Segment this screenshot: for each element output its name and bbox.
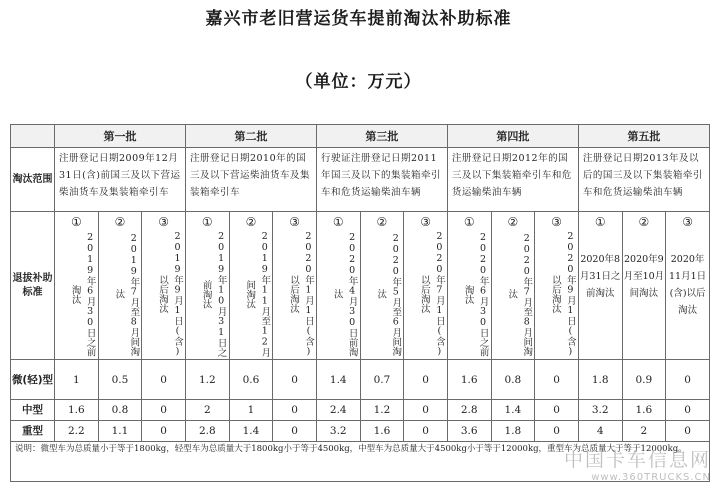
value-cell: 1.6: [55, 400, 99, 421]
medium-row-label: 中型: [11, 400, 55, 421]
period-number: ①: [332, 215, 344, 229]
period-text: 2020年9月1日(含)以后淘汰: [549, 231, 576, 357]
period-number: ③: [682, 215, 693, 229]
value-cell: 1.2: [185, 360, 229, 400]
period-cell: [98, 212, 142, 360]
period-text: 2020年11月1日(含)以后淘汰: [669, 254, 707, 316]
value-cell: 1.1: [98, 421, 142, 442]
period-number: ②: [638, 215, 650, 229]
value-row-mini: [11, 360, 710, 400]
value-cell: 3.2: [316, 421, 360, 442]
scope-batch-2: 注册登记日期2010年的国三及以下营运柴油货车及集装箱牵引车: [185, 148, 316, 212]
period-number: ①: [201, 215, 213, 229]
period-text: 2020年6月30日之前淘汰: [462, 231, 489, 357]
value-cell: 0: [142, 360, 186, 400]
value-cell: 1: [55, 360, 99, 400]
batch-header-4: 第四批: [447, 125, 578, 148]
value-cell: 1: [229, 400, 273, 421]
period-number: ①: [70, 215, 82, 229]
period-cell: [535, 212, 579, 360]
scope-row-label: 淘汰范围: [11, 148, 55, 212]
period-number: ③: [289, 215, 300, 229]
period-cell: [55, 212, 99, 360]
period-cell: [404, 212, 448, 360]
value-cell: 0: [404, 360, 448, 400]
value-cell: 0.8: [98, 400, 142, 421]
value-cell: 2.2: [55, 421, 99, 442]
period-text: 2020年7月至8月间淘汰: [506, 232, 533, 356]
period-cell: [273, 212, 317, 360]
period-number: ②: [376, 215, 388, 229]
period-text: 2019年6月30日之前淘汰: [69, 231, 96, 357]
value-cell: 0.6: [229, 360, 273, 400]
value-cell: 0: [666, 421, 710, 442]
period-cell: [447, 212, 491, 360]
period-text: 2020年9月至10月间淘汰: [623, 254, 665, 299]
period-cell: [229, 212, 273, 360]
scope-batch-1: 注册登记日期2009年12月31日(含)前国三及以下营运柴油货车及集装箱牵引车: [55, 148, 186, 212]
value-cell: 0: [273, 400, 317, 421]
watermark-cn: 中国卡车信息网: [563, 449, 711, 471]
scope-row: [11, 148, 710, 212]
batch-header-2: 第二批: [185, 125, 316, 148]
value-cell: 0: [535, 421, 579, 442]
value-cell: 0: [142, 400, 186, 421]
standard-row: [11, 212, 710, 360]
value-cell: 0: [273, 360, 317, 400]
value-cell: 2: [185, 400, 229, 421]
period-number: ①: [594, 215, 606, 229]
value-cell: 0: [404, 400, 448, 421]
note-text: 说明：微型车为总质量小于等于1800kg，轻型车为总质量大于1800kg小于等于4500kg，中型车为总质量大于4500kg小于等于12000kg，重型车为总质量大于等于12000kg。: [11, 442, 710, 482]
value-cell: 0: [404, 421, 448, 442]
value-cell: 0.9: [622, 360, 666, 400]
value-cell: 0.7: [360, 360, 404, 400]
period-cell: [316, 212, 360, 360]
scope-batch-3: 行驶证注册登记日期2011年国三及以下的集装箱牵引车和危货运输柴油车辆: [316, 148, 447, 212]
period-text: 2020年8月31日之前淘汰: [579, 254, 621, 299]
period-cell: [578, 212, 622, 360]
period-text: 2020年1月1日(含)以后淘汰: [287, 231, 314, 357]
batch-header-3: 第三批: [316, 125, 447, 148]
watermark-en: www.360TRUCKS.CN: [591, 472, 711, 483]
value-cell: 2.8: [447, 400, 491, 421]
period-number: ②: [507, 215, 519, 229]
subsidy-table: [10, 124, 710, 482]
standard-row-label: 退拔补助标准: [11, 212, 55, 360]
value-cell: 0: [142, 421, 186, 442]
value-cell: 2.4: [316, 400, 360, 421]
value-cell: 0: [273, 421, 317, 442]
period-number: ①: [463, 215, 475, 229]
value-cell: 3.6: [447, 421, 491, 442]
heavy-row-label: 重型: [11, 421, 55, 442]
page-title: 嘉兴市老旧营运货车提前淘汰补助标准: [205, 9, 512, 29]
period-number: ③: [551, 215, 562, 229]
value-cell: 1.2: [360, 400, 404, 421]
corner-cell: [11, 125, 55, 148]
period-number: ②: [245, 215, 257, 229]
value-cell: 1.4: [316, 360, 360, 400]
scope-batch-4: 注册登记日期2012年的国三及以下集装箱牵引车和危货运输柴油车辆: [447, 148, 578, 212]
period-cell: [666, 212, 710, 360]
scope-batch-5: 注册登记日期2013年及以后的国三及以下集装箱牵引车和危货运输柴油车辆: [578, 148, 709, 212]
period-cell: [491, 212, 535, 360]
value-cell: 0.8: [491, 360, 535, 400]
value-cell: 1.6: [360, 421, 404, 442]
value-cell: 1.6: [447, 360, 491, 400]
mini-row-label: 微(轻)型: [11, 360, 55, 400]
period-text: 2019年7月至8月间淘汰: [113, 232, 140, 356]
value-cell: 3.2: [578, 400, 622, 421]
period-number: ③: [158, 215, 170, 229]
value-row-heavy: [11, 421, 710, 442]
period-text: 2020年7月1日(含)以后淘汰: [418, 231, 445, 357]
value-cell: 1.8: [578, 360, 622, 400]
value-cell: 1.8: [491, 421, 535, 442]
unit-label: （单位：万元）: [295, 72, 422, 92]
period-text: 2020年5月至6月间淘汰: [375, 232, 402, 356]
period-text: 2019年11月至12月间淘汰: [244, 231, 271, 357]
period-cell: [622, 212, 666, 360]
period-text: 2019年9月1日(含)以后淘汰: [156, 231, 183, 357]
value-cell: 2: [622, 421, 666, 442]
value-cell: 4: [578, 421, 622, 442]
note-row: [11, 442, 710, 482]
period-number: ③: [420, 215, 431, 229]
batch-header-1: 第一批: [55, 125, 186, 148]
value-cell: 0: [535, 360, 579, 400]
value-cell: 1.4: [229, 421, 273, 442]
value-cell: 1.6: [622, 400, 666, 421]
value-row-medium: [11, 400, 710, 421]
period-cell: [360, 212, 404, 360]
batch-header-row: [11, 125, 710, 148]
period-text: 2019年10月31日之前淘汰: [200, 231, 227, 357]
value-cell: 0: [535, 400, 579, 421]
period-text: 2020年4月30日前淘汰: [331, 231, 358, 357]
value-cell: 0.5: [98, 360, 142, 400]
value-cell: 1.4: [491, 400, 535, 421]
period-cell: [142, 212, 186, 360]
value-cell: 2.8: [185, 421, 229, 442]
period-cell: [185, 212, 229, 360]
value-cell: 0: [666, 400, 710, 421]
batch-header-5: 第五批: [578, 125, 709, 148]
period-number: ②: [114, 215, 126, 229]
value-cell: 0: [666, 360, 710, 400]
